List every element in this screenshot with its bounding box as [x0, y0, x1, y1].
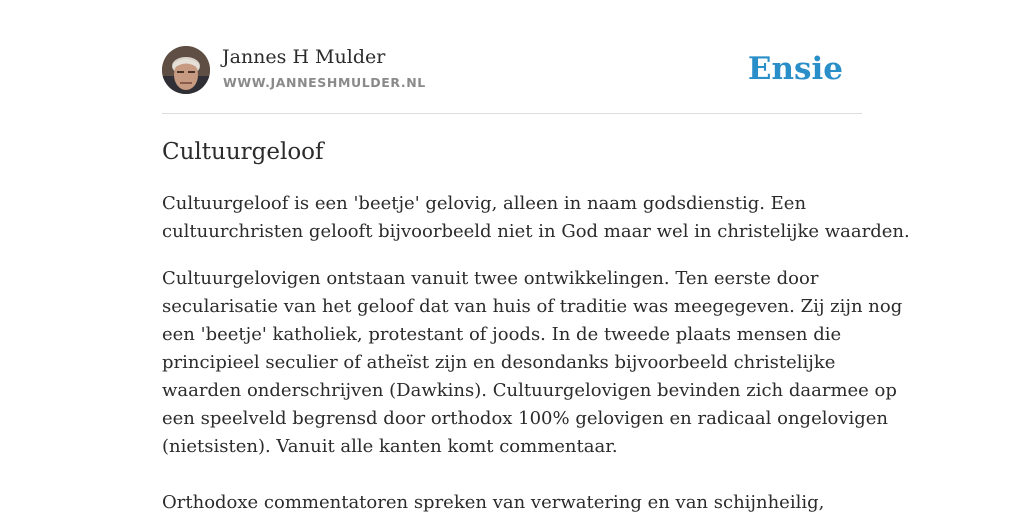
author-name[interactable]: Jannes H Mulder [222, 46, 386, 68]
paragraph-line: een speelveld begrensd door orthodox 100% gelovigen en radicaal ongelovigen [162, 408, 889, 429]
paragraph-line: cultuurchristen gelooft bijvoorbeeld niet in God maar wel in christelijke waarden. [162, 221, 910, 242]
author-avatar[interactable] [162, 46, 210, 94]
article-paragraph-2 [162, 265, 903, 461]
paragraph-line: Orthodoxe commentatoren spreken van verwatering en van schijnheilig, [162, 492, 825, 512]
paragraph-line: een 'beetje' katholiek, protestant of joods. In de tweede plaats mensen die [162, 324, 842, 345]
paragraph-line: secularisatie van het geloof dat van huis of traditie was meegegeven. Zij zijn nog [162, 296, 903, 317]
paragraph-line: principieel seculier of atheïst zijn en desondanks bijvoorbeeld christelijke [162, 352, 836, 373]
article-paragraph-3 [162, 489, 882, 512]
avatar-portrait-image [162, 46, 210, 94]
author-website-link[interactable]: WWW.JANNESHMULDER.NL [223, 75, 426, 90]
paragraph-line: (nietsisten). Vanuit alle kanten komt commentaar. [162, 436, 618, 457]
paragraph-line: waarden onderschrijven (Dawkins). Cultuurgelovigen bevinden zich daarmee op [162, 380, 897, 401]
paragraph-line: Cultuurgeloof is een 'beetje' gelovig, alleen in naam godsdienstig. Een [162, 193, 807, 214]
author-header [162, 46, 862, 96]
ensie-logo-link[interactable]: Ensie [747, 51, 843, 87]
article-paragraph-1 [162, 190, 910, 246]
article-title: Cultuurgeloof [162, 139, 324, 165]
paragraph-line: Cultuurgelovigen ontstaan vanuit twee ontwikkelingen. Ten eerste door [162, 268, 819, 289]
header-divider [162, 113, 862, 114]
